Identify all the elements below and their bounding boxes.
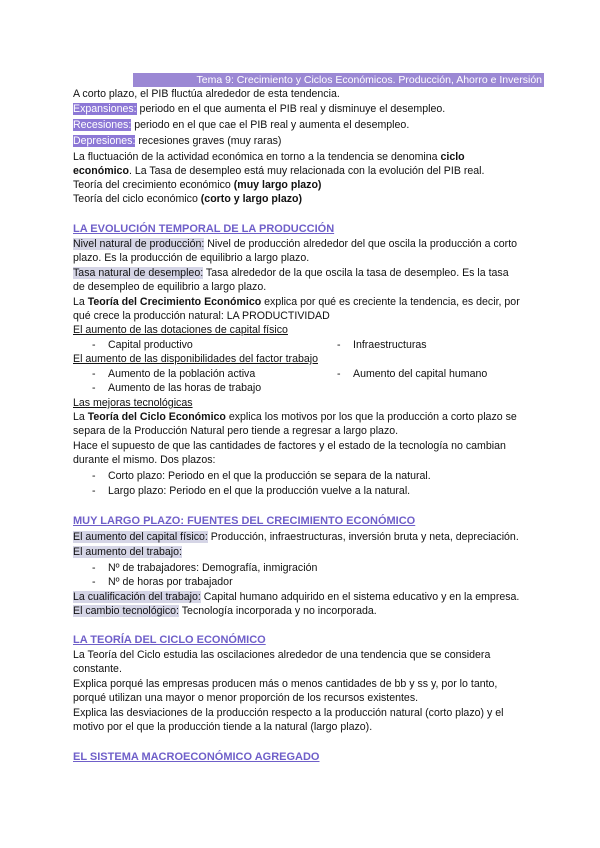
- list-dash: -: [92, 576, 96, 588]
- fluctuacion-line-2: [73, 164, 484, 178]
- intro-text: A corto plazo, el PIB fluctúa alrededor de esta tendencia.: [73, 88, 340, 100]
- tce-a: La: [73, 411, 88, 423]
- depresiones-term: Depresiones:: [73, 135, 136, 147]
- list-dash: -: [92, 382, 96, 394]
- list-item: Aumento de la población activa: [108, 368, 256, 380]
- section-heading-ciclo: LA TEORÍA DEL CICLO ECONÓMICO: [73, 634, 266, 646]
- cambio-tecnologico-line: [73, 604, 377, 618]
- ciclo-line-5: Explica las desviaciones de la producción respecto a la producción natural (corto plazo) y el: [73, 707, 504, 719]
- fluctuacion-line: [73, 150, 465, 164]
- depresiones-text: recesiones graves (muy raras): [135, 135, 282, 147]
- recesiones-text: periodo en el que cae el PIB real y aumenta el desempleo.: [131, 119, 410, 131]
- list-dash: -: [92, 470, 96, 482]
- expansiones-term: Expansiones:: [73, 103, 137, 115]
- depresiones-line: [73, 134, 281, 148]
- trabajo-subheading: El aumento de las disponibilidades del factor trabajo: [73, 353, 318, 365]
- list-dash: -: [92, 562, 96, 574]
- expansiones-line: [73, 102, 445, 116]
- recesiones-term: Recesiones:: [73, 119, 132, 131]
- fluct-text-2: . La Tasa de desempleo está muy relacionada con la evolución del PIB real.: [128, 165, 485, 177]
- tec-term: El cambio tecnológico:: [73, 605, 179, 617]
- ciclo-line-1: La Teoría del Ciclo estudia las oscilaciones alrededor de una tendencia que se considera: [73, 649, 491, 661]
- nivel-line: [73, 237, 517, 251]
- section-heading-fuentes: MUY LARGO PLAZO: FUENTES DEL CRECIMIENTO ECONÓMICO: [73, 515, 416, 527]
- nivel-text: Nivel de producción alrededor del que oscila la producción a corto: [204, 238, 518, 250]
- ciclo-line-3: Explica porqué las empresas producen más o menos cantidades de bb y ss y, por lo tanto,: [73, 678, 498, 690]
- list-dash: -: [92, 339, 96, 351]
- cual-term: La cualificación del trabajo:: [73, 591, 201, 603]
- list-item: Infraestructuras: [353, 339, 427, 351]
- tec-text: Tecnología incorporada y no incorporada.: [179, 605, 377, 617]
- tc-c: explica por qué es creciente la tendencia, es decir, por: [261, 296, 520, 308]
- nivel-line-2: plazo. Es la producción de equilibrio a largo plazo.: [73, 252, 310, 264]
- teoria-crecimiento-line: [73, 178, 321, 192]
- capital-fisico-line: [73, 530, 519, 544]
- list-dash: -: [337, 339, 341, 351]
- teoria1-bold: (muy largo plazo): [233, 179, 322, 191]
- teoria-ciclo-para: [73, 410, 517, 424]
- teoria-crecimiento-para-2: qué crece la producción natural: LA PRODUCTIVIDAD: [73, 310, 330, 322]
- teoria-crecimiento-para: [73, 295, 520, 309]
- fluct-text: La fluctuación de la actividad económica en torno a la tendencia se denomina: [73, 151, 441, 163]
- list-item: Aumento del capital humano: [353, 368, 488, 380]
- ciclo-line-2: constante.: [73, 663, 122, 675]
- capital-subheading: El aumento de las dotaciones de capital físico: [73, 324, 288, 336]
- list-item: Corto plazo: Periodo en el que la producción se separa de la natural.: [108, 470, 431, 482]
- tasa-text: Tasa alrededor de la que oscila la tasa de desempleo. Es la tasa: [203, 267, 509, 279]
- list-dash: -: [337, 368, 341, 380]
- list-dash: -: [92, 485, 96, 497]
- list-item: Nº de horas por trabajador: [108, 576, 233, 588]
- tecnologia-subheading: Las mejoras tecnológicas: [73, 397, 193, 409]
- ciclo-line-6: motivo por el que la producción tiende a la natural (largo plazo).: [73, 721, 373, 733]
- trab-term: El aumento del trabajo:: [73, 546, 182, 558]
- intro-line: [73, 87, 340, 101]
- teoria-ciclo-para-2: separa de la Producción Natural pero tiende a regresar a largo plazo.: [73, 425, 399, 437]
- tasa-line: [73, 266, 509, 280]
- tasa-line-2: de desempleo de equilibrio a largo plazo.: [73, 281, 267, 293]
- teoria2-text: Teoría del ciclo económico: [73, 193, 201, 205]
- tce-b: Teoría del Ciclo Económico: [87, 411, 226, 423]
- page-header-bar: [133, 73, 544, 87]
- supuesto-line: Hace el supuesto de que las cantidades de factores y el estado de la tecnología no cambian: [73, 440, 506, 452]
- expansiones-text: periodo en el que aumenta el PIB real y disminuye el desempleo.: [136, 103, 446, 115]
- teoria-ciclo-line: [73, 192, 302, 206]
- list-item: Nº de trabajadores: Demografía, inmigración: [108, 562, 318, 574]
- ciclo-line-4: porqué utilizan una mayor o menor proporción de los recursos existentes.: [73, 692, 419, 704]
- tc-a: La: [73, 296, 88, 308]
- cap-text: Producción, infraestructuras, inversión bruta y neta, depreciación.: [207, 531, 519, 543]
- trabajo-line: [73, 545, 182, 559]
- cualificacion-line: [73, 590, 519, 604]
- section-heading-sistema: EL SISTEMA MACROECONÓMICO AGREGADO: [73, 751, 320, 763]
- recesiones-line: [73, 118, 409, 132]
- cap-term: El aumento del capital físico:: [73, 531, 208, 543]
- nivel-term: Nivel natural de producción:: [73, 238, 205, 250]
- tasa-term: Tasa natural de desempleo:: [73, 267, 204, 279]
- tce-c: explica los motivos por los que la producción a corto plazo se: [225, 411, 517, 423]
- supuesto-line-2: durante el mismo. Dos plazos:: [73, 454, 216, 466]
- page-header-title: Tema 9: Crecimiento y Ciclos Económicos. Producción, Ahorro e Inversión: [196, 74, 542, 86]
- teoria1-text: Teoría del crecimiento económico: [73, 179, 234, 191]
- teoria2-bold: (corto y largo plazo): [200, 193, 303, 205]
- fluct-bold: ciclo: [440, 151, 465, 163]
- cual-text: Capital humano adquirido en el sistema educativo y en la empresa.: [200, 591, 520, 603]
- fluct-bold-2: económico: [73, 165, 129, 177]
- list-item: Aumento de las horas de trabajo: [108, 382, 262, 394]
- section-heading-evolucion: LA EVOLUCIÓN TEMPORAL DE LA PRODUCCIÓN: [73, 223, 335, 235]
- list-item: Capital productivo: [108, 339, 193, 351]
- tc-b: Teoría del Crecimiento Económico: [87, 296, 262, 308]
- list-dash: -: [92, 368, 96, 380]
- list-item: Largo plazo: Periodo en el que la producción vuelve a la natural.: [108, 485, 411, 497]
